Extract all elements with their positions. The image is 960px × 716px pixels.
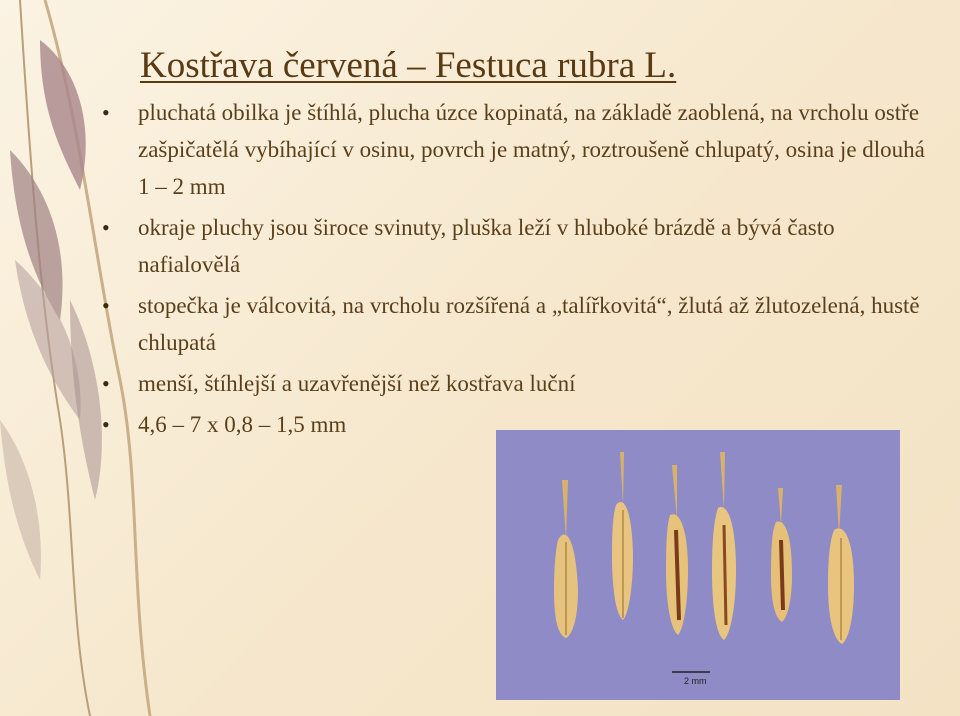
bullet-text: menší, štíhlejší a uzavřenější než kostřava luční bbox=[138, 371, 576, 396]
bullet-item bbox=[102, 287, 932, 361]
bullet-dot-icon: • bbox=[102, 412, 110, 437]
bullet-text: okraje pluchy jsou široce svinuty, pluška leží v hluboké brázdě a bývá často nafialovělá bbox=[138, 215, 835, 277]
bullet-text: stopečka je válcovitá, na vrcholu rozšířená a „talířkovitá“, žlutá až žlutozelená, hustě chlupatá bbox=[138, 293, 920, 355]
bullet-item bbox=[102, 94, 932, 205]
bullet-item bbox=[102, 365, 932, 402]
scale-label: 2 mm bbox=[684, 676, 707, 686]
bullet-dot-icon: • bbox=[102, 215, 110, 240]
seed-photo-svg bbox=[496, 430, 900, 700]
seed-photo bbox=[496, 430, 900, 700]
bullet-list bbox=[102, 94, 932, 447]
bullet-text: 4,6 – 7 x 0,8 – 1,5 mm bbox=[138, 412, 347, 437]
bullet-item bbox=[102, 209, 932, 283]
slide-title: Kostřava červená – Festuca rubra L. bbox=[140, 45, 677, 86]
bullet-dot-icon: • bbox=[102, 371, 110, 396]
bullet-text: pluchatá obilka je štíhlá, plucha úzce kopinatá, na základě zaoblená, na vrcholu ostře zašpičatělá vybíhající v osinu, povrch je matný, roztroušeně chlupatý, osina je dlouhá 1 – 2 mm bbox=[138, 100, 925, 199]
bullet-dot-icon: • bbox=[102, 100, 110, 125]
bullet-dot-icon: • bbox=[102, 293, 110, 318]
